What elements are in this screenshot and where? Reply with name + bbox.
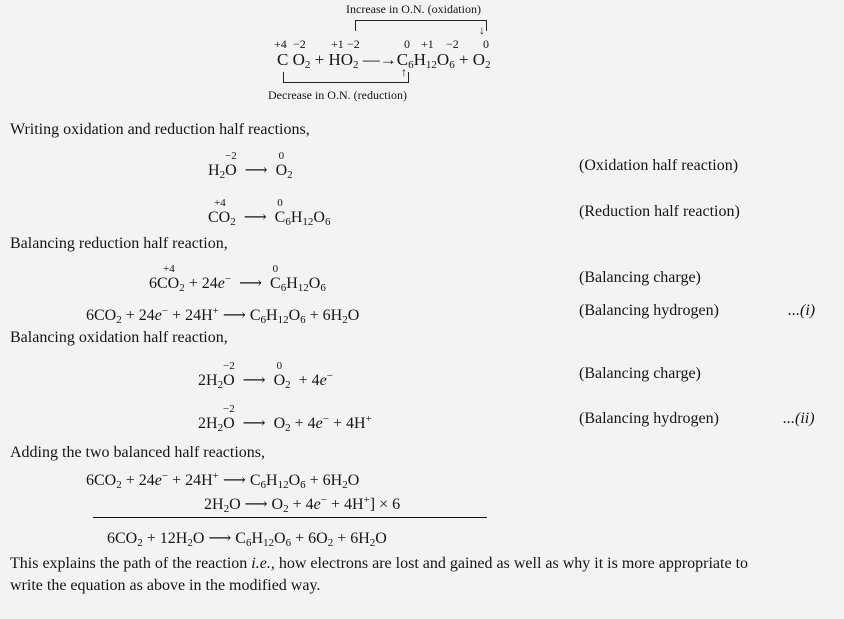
reduction-bracket: [283, 72, 409, 83]
balancing-reduction-heading: Balancing reduction half reaction,: [10, 235, 228, 252]
reduction-label: Decrease in O.N. (reduction): [268, 88, 407, 102]
diagram-equation: C $O_2 + HO_2$ $—\to C_6H_{12}O_6 + O_2$: [277, 50, 491, 71]
reduction-charge-equation: 6 +4 $CO_2 + 24e^-$ ⟶ 0 $C_6H_{12}O_6$: [149, 263, 326, 294]
on-o2: −2: [347, 37, 360, 51]
balancing-oxidation-heading: Balancing oxidation half reaction,: [10, 329, 228, 346]
oxidation-hydrogen-note: (Balancing hydrogen): [579, 410, 719, 427]
reduction-hydrogen-note: (Balancing hydrogen): [579, 302, 719, 319]
on-h: +1: [331, 37, 344, 51]
oxidation-hydrogen-equation: $2H_2$ −2 O ⟶ $O_2 + 4e^- + 4H^+$: [198, 403, 372, 434]
on-h12: +1: [421, 37, 434, 51]
adding-heading: Adding the two balanced half reactions,: [10, 444, 266, 461]
equation-tag-i: ...(i): [788, 302, 816, 319]
reduction-note: (Reduction half reaction): [579, 203, 740, 220]
reduction-charge-note: (Balancing charge): [579, 269, 701, 286]
on-c: +4: [274, 37, 287, 51]
on-c6: 0: [404, 37, 410, 51]
oxidation-half-reaction: $H_2$ −2 O ⟶ 0 $O_2$: [208, 150, 293, 181]
net-equation: $6CO_2 + 12H_2O$ ⟶ $C_6H_{12}O_6 + 6O_2 + 6H_2O$: [107, 530, 387, 549]
reduction-hydrogen-equation: $6CO_2 + 24e^- + 24H^+$ ⟶ $C_6H_{12}O_6 + 6H_2O$: [86, 305, 360, 326]
conclusion-line-2: write the equation as above in the modified way.: [10, 577, 321, 594]
sum-divider: [93, 517, 487, 518]
sum-equation-2: $2H_2O$ ⟶ $O_2 + 4e^- + 4H^+] \times 6$: [204, 494, 401, 515]
oxidation-label: Increase in O.N. (oxidation): [346, 2, 481, 16]
oxidation-note: (Oxidation half reaction): [579, 157, 739, 174]
on-o: −2: [293, 37, 306, 51]
reduction-arrowhead: ↑: [401, 65, 407, 79]
sum-equation-1: $6CO_2 + 24e^- + 24H^+$ ⟶ $C_6H_{12}O_6 + 6H_2O$: [86, 470, 360, 491]
on-values-row: [0, 37, 844, 51]
oxidation-charge-equation: $2H_2$ −2 O ⟶ 0 $O_2 + 4e^-$: [198, 360, 333, 391]
conclusion-line-1: This explains the path of the reaction i.e., how electrons are lost and gained as well as why it is more appropriate to: [10, 555, 749, 572]
equation-tag-ii: ...(ii): [783, 410, 815, 427]
intro-text: Writing oxidation and reduction half reactions,: [10, 121, 310, 138]
on-o2-product: 0: [483, 37, 489, 51]
oxidation-charge-note: (Balancing charge): [579, 365, 701, 382]
reduction-half-reaction: +4 $CO_2$ ⟶ 0 $C_6H_{12}O_6$: [208, 197, 331, 228]
on-o6: −2: [446, 37, 459, 51]
oxidation-bracket: [355, 20, 487, 31]
oxidation-arrowhead: ↓: [479, 23, 485, 37]
